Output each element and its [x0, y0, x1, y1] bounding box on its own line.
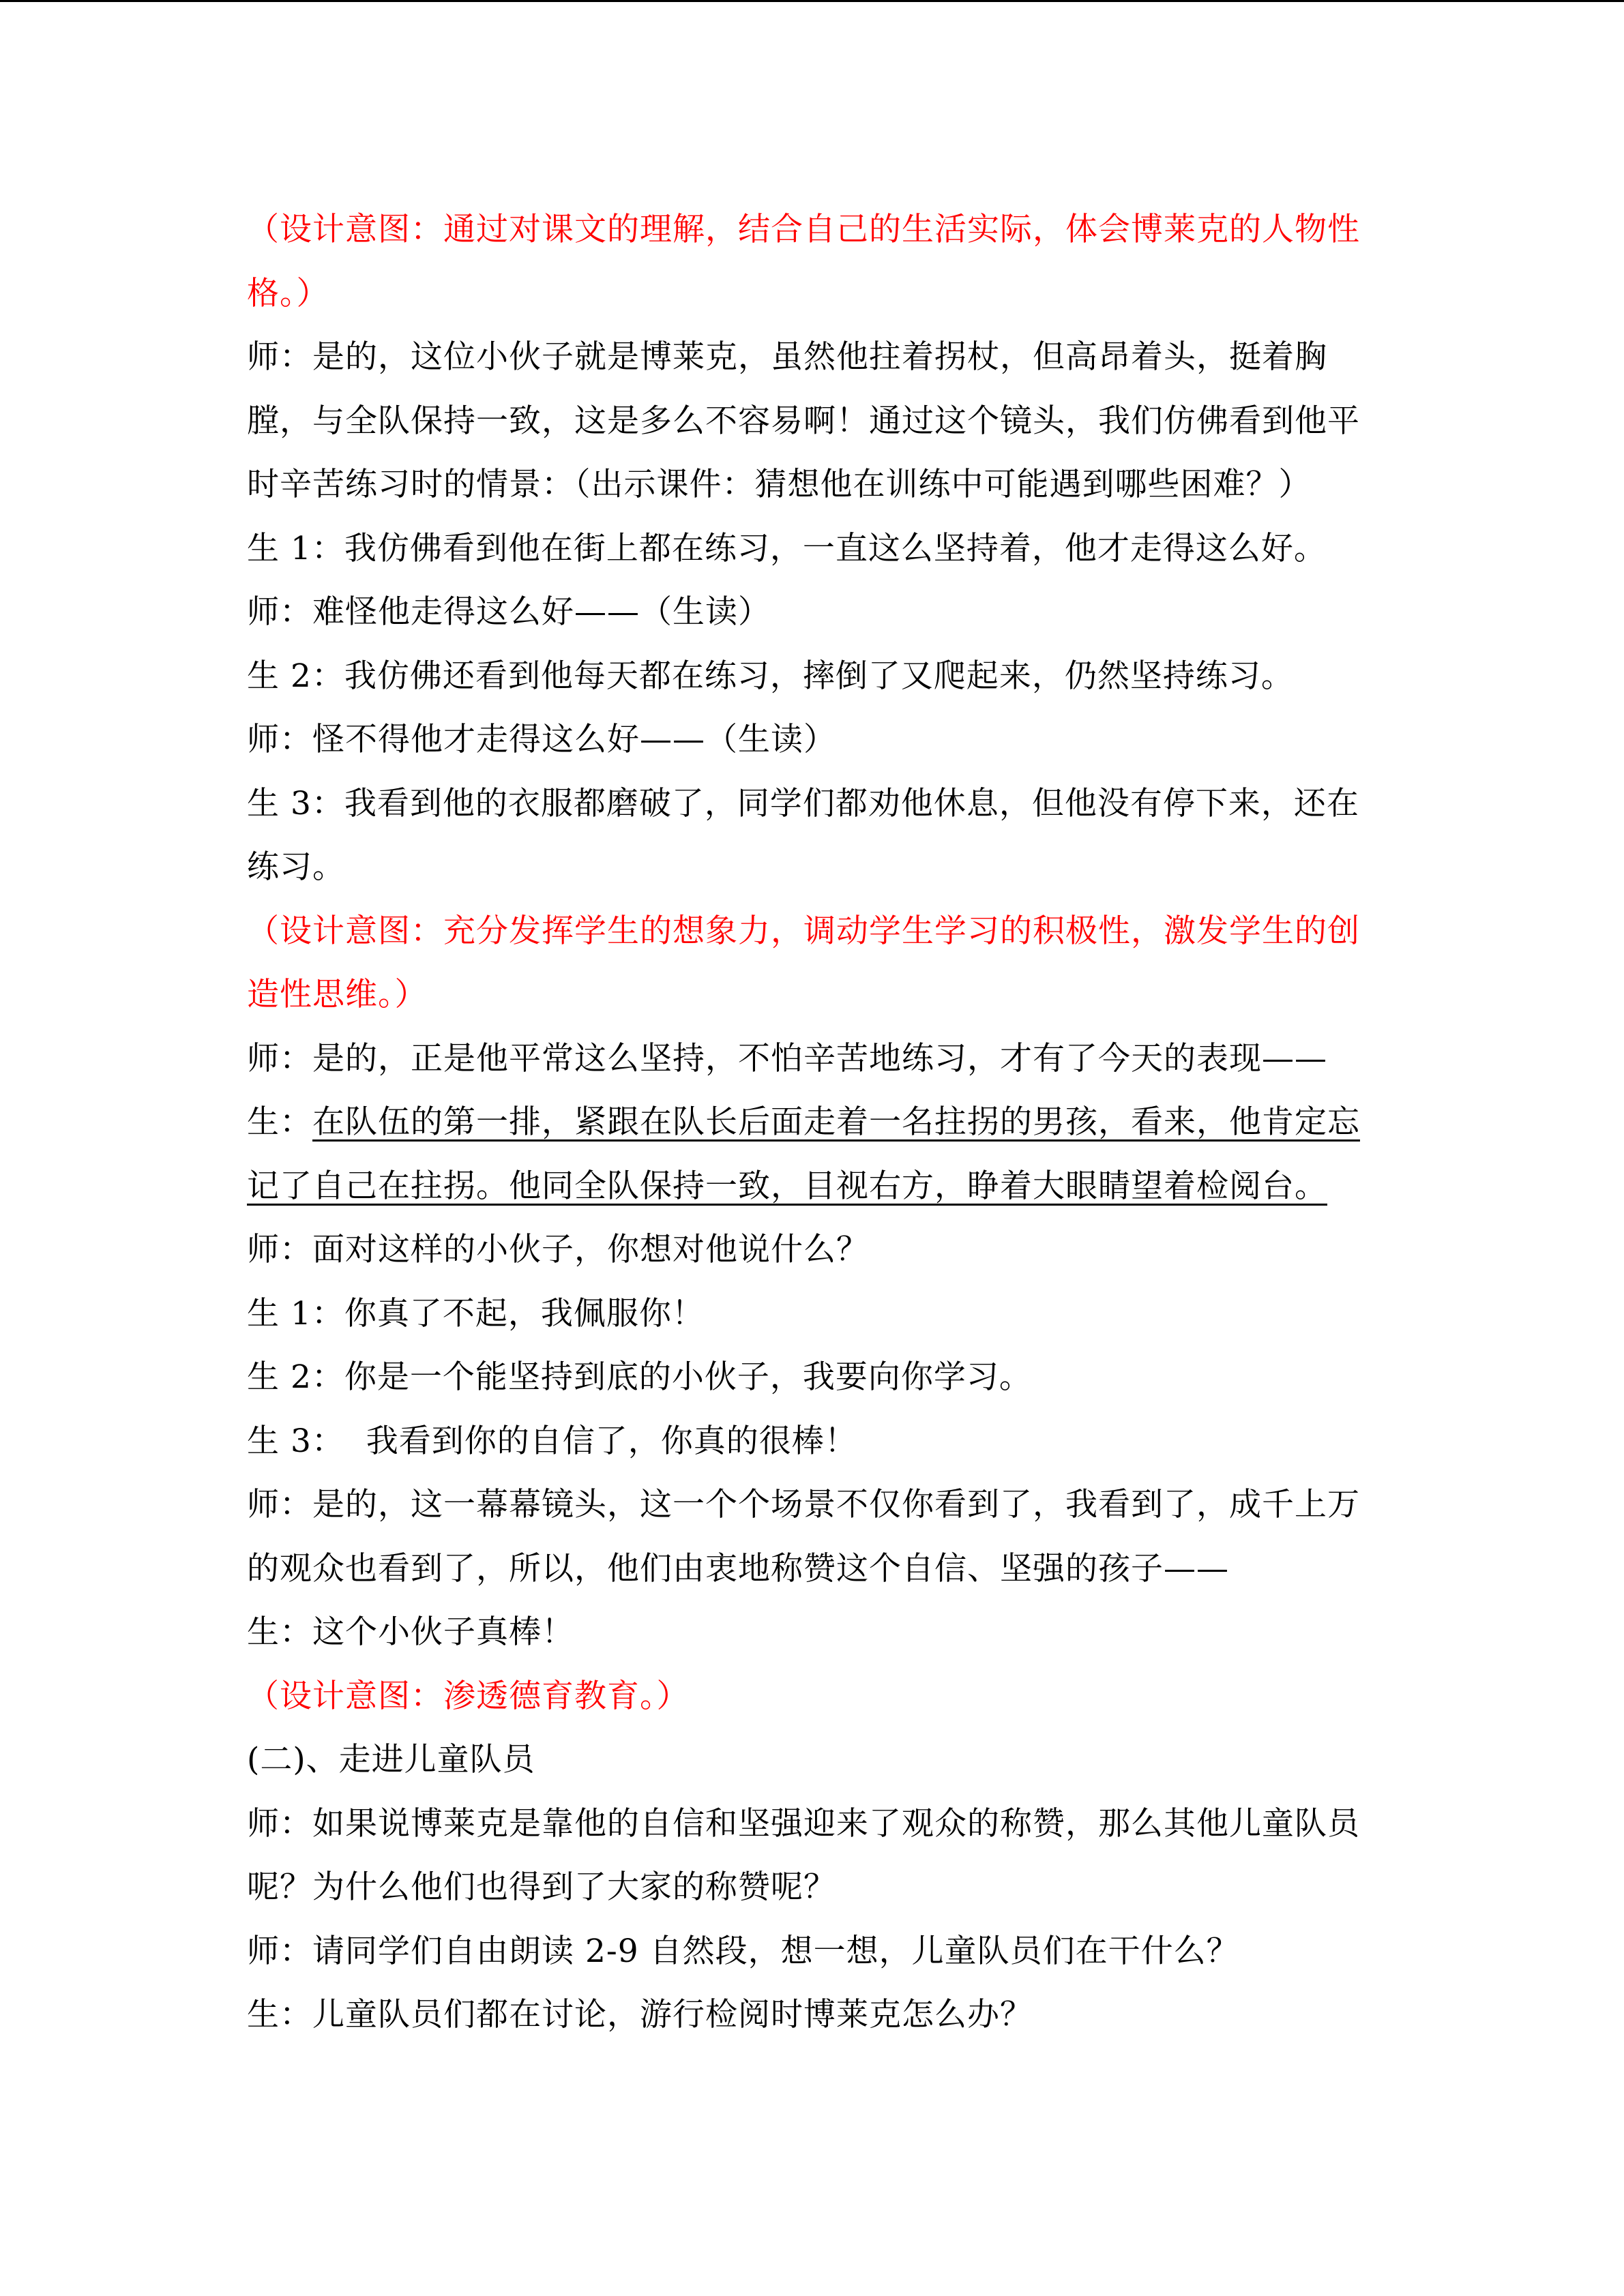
- dialogue-line: 师：难怪他走得这么好——（生读）: [247, 593, 771, 631]
- dialogue-line: 生 1：你真了不起，我佩服你！: [247, 1294, 705, 1332]
- dialogue-line: 时辛苦练习时的情景：（出示课件：猜想他在训练中可能遇到哪些困难？）: [247, 466, 1312, 503]
- underlined-quote: 在队伍的第一排，紧跟在队长后面走着一名拄拐的男孩，看来，他肯定忘: [312, 1103, 1360, 1141]
- design-intent-line: 格。）: [247, 274, 329, 312]
- dialogue-line: [247, 1090, 1365, 1154]
- speaker-label: 生：: [247, 1103, 312, 1141]
- dialogue-line: 练习。: [247, 848, 345, 886]
- dialogue-line: 师：是的，这位小伙子就是博莱克，虽然他拄着拐杖，但高昂着头，挺着胸: [247, 338, 1327, 376]
- dialogue-line: 呢？为什么他们也得到了大家的称赞呢？: [247, 1868, 836, 1906]
- dialogue-line: 生 1：我仿佛看到他在街上都在练习，一直这么坚持着，他才走得这么好。: [247, 529, 1327, 567]
- design-intent-line: 造性思维。）: [247, 976, 428, 1013]
- dialogue-line: 师：是的，正是他平常这么坚持，不怕辛苦地练习，才有了今天的表现——: [247, 1039, 1327, 1077]
- dialogue-line: 师：面对这样的小伙子，你想对他说什么？: [247, 1231, 869, 1268]
- dialogue-line: 生 3： 我看到你的自信了，你真的很棒！: [247, 1422, 857, 1460]
- dialogue-line: 师：请同学们自由朗读 2-9 自然段，想一想，儿童队员们在干什么？: [247, 1932, 1239, 1970]
- dialogue-line: 生：这个小伙子真棒！: [247, 1613, 574, 1651]
- dialogue-line: 的观众也看到了，所以，他们由衷地称赞这个自信、坚强的孩子——: [247, 1549, 1229, 1587]
- top-border-line: [0, 0, 1624, 2]
- design-intent-line: （设计意图：渗透德育教育。）: [247, 1677, 690, 1715]
- dialogue-line: 师：怪不得他才走得这么好——（生读）: [247, 721, 836, 758]
- dialogue-line: [247, 1154, 1365, 1219]
- dialogue-line: 师：是的，这一幕幕镜头，这一个个场景不仅你看到了，我看到了，成千上万: [247, 1486, 1360, 1523]
- dialogue-line: 生 3：我看到他的衣服都磨破了，同学们都劝他休息，但他没有停下来，还在: [247, 784, 1359, 822]
- dialogue-line: 生 2：我仿佛还看到他每天都在练习，摔倒了又爬起来，仍然坚持练习。: [247, 657, 1294, 695]
- underlined-quote: 记了自己在拄拐。他同全队保持一致，目视右方，睁着大眼睛望着检阅台。: [247, 1167, 1327, 1205]
- dialogue-line: 膛，与全队保持一致，这是多么不容易啊！通过这个镜头，我们仿佛看到他平: [247, 402, 1360, 440]
- dialogue-line: 生：儿童队员们都在讨论，游行检阅时博莱克怎么办？: [247, 1996, 1033, 2033]
- dialogue-line: 生 2：你是一个能坚持到底的小伙子，我要向你学习。: [247, 1358, 1032, 1396]
- section-heading: (二)、走进儿童队员: [247, 1741, 535, 1778]
- design-intent-line: （设计意图：通过对课文的理解，结合自己的生活实际，体会博莱克的人物性: [247, 211, 1360, 248]
- document-page: [247, 198, 1365, 2047]
- dialogue-line: 师：如果说博莱克是靠他的自信和坚强迎来了观众的称赞，那么其他儿童队员: [247, 1804, 1360, 1843]
- design-intent-line: （设计意图：充分发挥学生的想象力，调动学生学习的积极性，激发学生的创: [247, 912, 1360, 950]
